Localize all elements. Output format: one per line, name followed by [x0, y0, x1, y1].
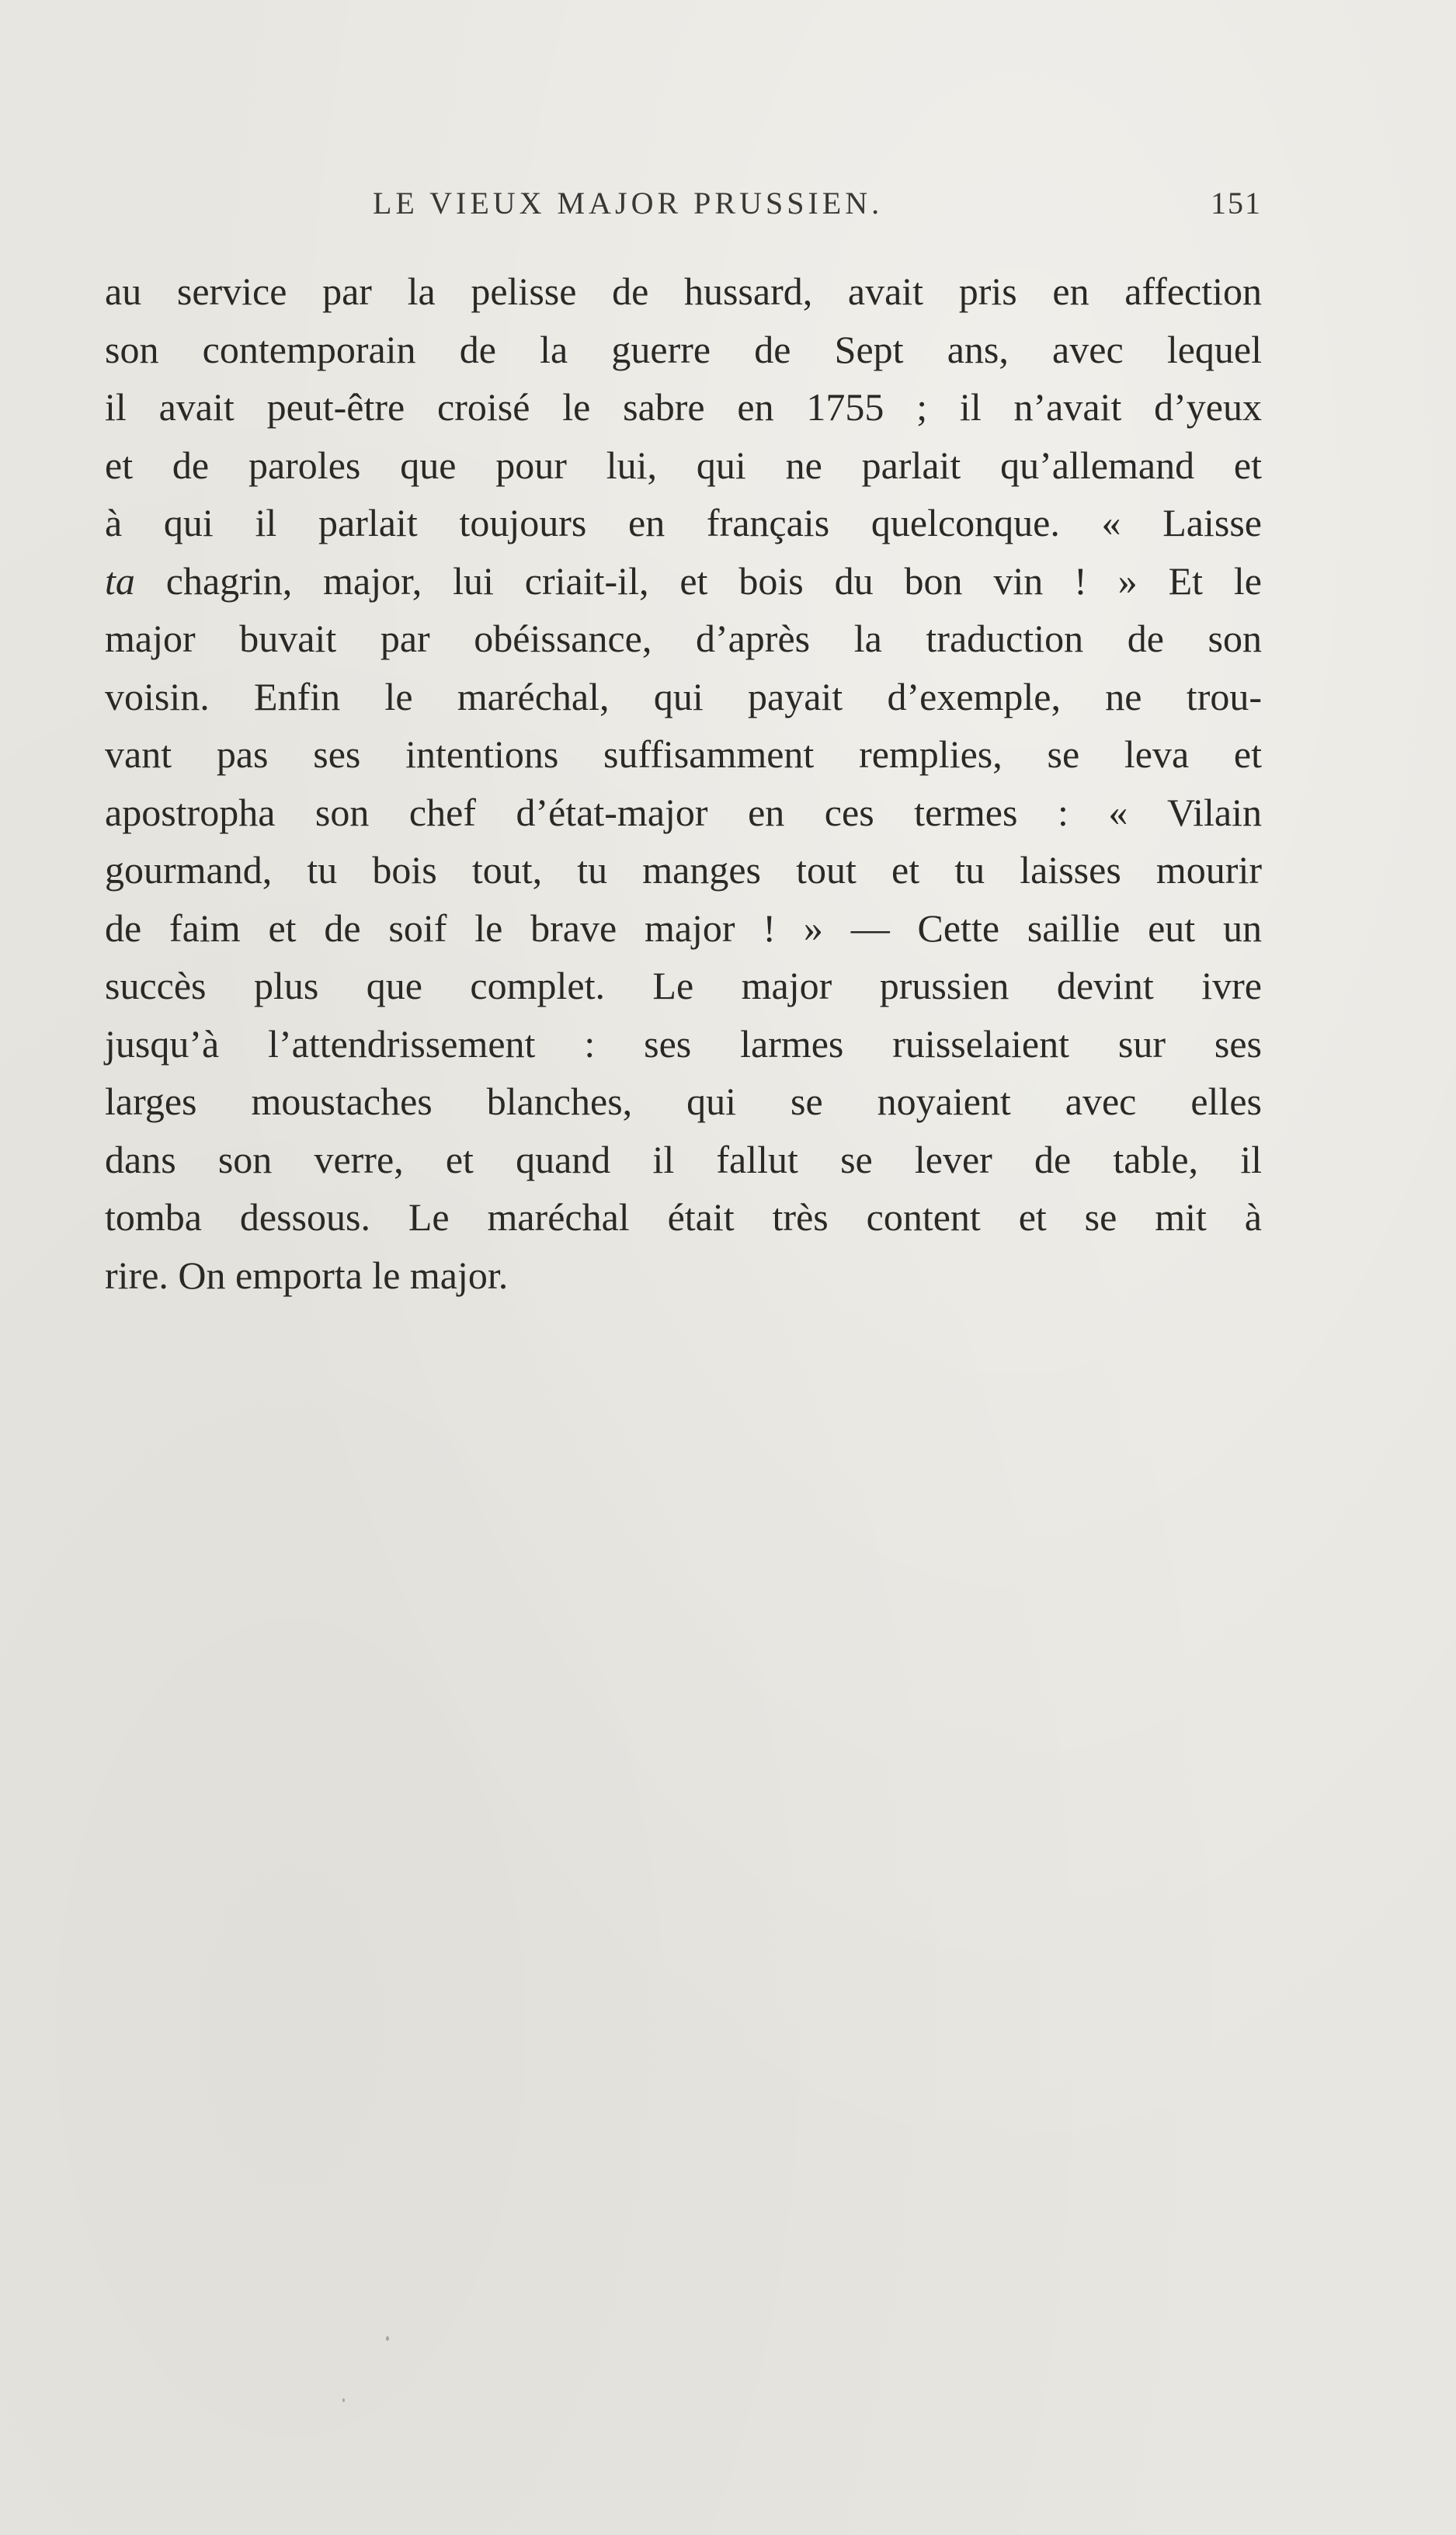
text-line: dans son verre, et quand il fallut se lever de table, il — [105, 1137, 1262, 1181]
paper-speck — [386, 2336, 389, 2341]
text-line: succès plus que complet. Le major prussien devint ivre — [105, 964, 1262, 1007]
text-line-last: rire. On emporta le major. — [105, 1253, 509, 1297]
text-line: de faim et de soif le brave major ! » — Cette saillie eut un — [105, 906, 1262, 950]
text-line: larges moustaches blanches, qui se noyaient avec elles — [105, 1080, 1262, 1123]
text-line: apostropha son chef d’état-major en ces termes : « Vilain — [105, 790, 1262, 834]
text-line: major buvait par obéissance, d’après la traduction de son — [105, 617, 1262, 660]
text-line: son contemporain de la guerre de Sept ans, avec lequel — [105, 327, 1262, 371]
text-line: jusqu’à l’attendrissement : ses larmes ruisselaient sur ses — [105, 1021, 1262, 1066]
text-line: au service par la pelisse de hussard, avait pris en affection — [105, 269, 1262, 313]
running-head-title: LE VIEUX MAJOR PRUSSIEN. — [373, 186, 884, 221]
text-line: voisin. Enfin le maréchal, qui payait d’exemple, ne trou- — [105, 674, 1262, 718]
text-line: gourmand, tu bois tout, tu manges tout et tu laisses mourir — [105, 848, 1262, 892]
text-line: tomba dessous. Le maréchal était très content et se mit à — [105, 1195, 1262, 1239]
paper-speck — [342, 2398, 345, 2402]
text-line: à qui il parlait toujours en français quelconque. « Laisse — [105, 501, 1262, 544]
text-line: il avait peut-être croisé le sabre en 1755 ; il n’avait d’yeux — [105, 385, 1262, 429]
italic-word: ta — [105, 558, 135, 603]
text-line-rest: chagrin, major, lui criait-il, et bois du bon vin ! » Et le — [134, 558, 1262, 603]
page-number: 151 — [1211, 186, 1262, 221]
text-line: vant pas ses intentions suffisamment remplies, se leva et — [105, 732, 1262, 776]
text-line: et de paroles que pour lui, qui ne parlait qu’allemand et — [105, 443, 1262, 487]
body-text — [105, 263, 1262, 1304]
text-line — [105, 552, 1262, 610]
